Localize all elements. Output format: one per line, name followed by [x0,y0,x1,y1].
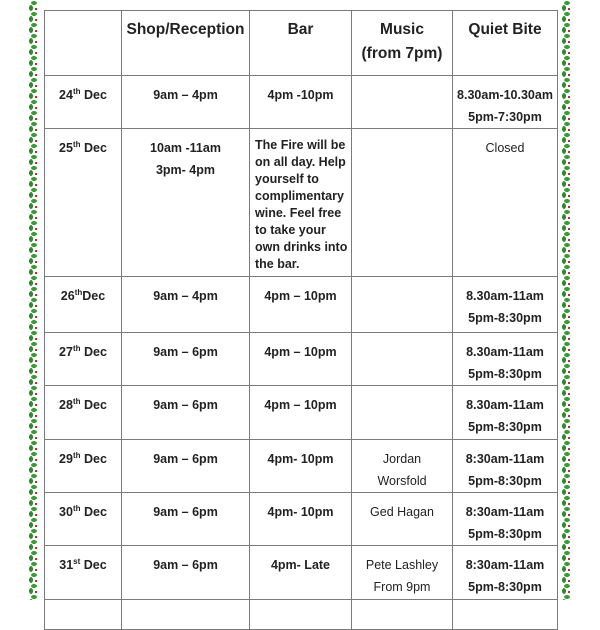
holly-border-right [560,0,574,600]
quiet-bite-line: 5pm-8:30pm [468,311,542,325]
quiet-bite-line: 5pm-8:30pm [468,527,542,541]
empty-cell [250,600,352,630]
date-suffix: th [72,139,81,149]
table-row [45,493,558,546]
header-row [45,11,558,76]
quiet-bite-cell [453,493,558,546]
date-month: Dec [84,505,107,519]
date-month: Dec [83,558,107,572]
table-row-cut-off [45,600,558,630]
shop-hours-line: 9am – 6pm [153,558,218,572]
opening-hours-sheet [44,10,557,600]
header-music-title: Music [380,21,424,38]
quiet-bite-line: 8.30am-11am [466,289,544,303]
date-day: 28 [59,398,73,412]
bar-hours-line: 4pm – 10pm [264,398,337,412]
table-row [45,333,558,386]
quiet-bite-line: 8:30am-11am [465,558,545,572]
empty-cell [352,600,453,630]
shop-hours-line: 9am – 4pm [153,289,218,303]
header-music [352,11,453,76]
date-cell [45,546,122,600]
bar-hours-cell [250,440,352,493]
shop-hours-line: 9am – 6pm [153,452,218,466]
shop-hours-line: 9am – 6pm [153,398,218,412]
shop-hours-cell [122,493,250,546]
music-line: Worsfold [377,474,427,488]
header-date [45,11,122,76]
date-day: 30 [59,505,73,519]
quiet-bite-cell [453,277,558,333]
empty-cell [45,600,122,630]
bar-hours-line: The Fire will be on all day. Help yourself to complimentary wine. Feel free to take your own drinks into the bar. [255,138,348,271]
quiet-bite-cell [453,546,558,600]
quiet-bite-line: 5pm-8:30pm [468,474,542,488]
header-shop-reception: Shop/Reception [122,11,250,76]
music-line: Jordan [382,452,422,466]
date-cell [45,76,122,129]
shop-hours-cell [122,386,250,440]
quiet-bite-cell [453,386,558,440]
date-day: 25 [59,141,73,155]
date-suffix: th [72,396,81,406]
music-cell [352,277,453,333]
bar-hours-cell [250,129,352,277]
shop-hours-line: 9am – 6pm [153,505,218,519]
bar-hours-line: 4pm- 10pm [267,452,334,466]
date-month: Dec [84,398,107,412]
shop-hours-line: 10am -11am [150,141,221,155]
bar-hours-cell [250,76,352,129]
table-row [45,546,558,600]
quiet-bite-line: 5pm-7:30pm [468,110,542,124]
shop-hours-line: 3pm- 4pm [155,163,216,177]
bar-hours-line: 4pm- 10pm [267,505,334,519]
music-cell [352,440,453,493]
shop-hours-cell [122,440,250,493]
date-suffix: th [72,503,81,513]
date-day: 31 [59,558,74,572]
music-cell [352,129,453,277]
music-line: From 9pm [373,580,431,594]
opening-hours-table [44,10,558,630]
table-row [45,440,558,493]
date-day: 27 [59,345,73,359]
quiet-bite-cell [453,440,558,493]
quiet-bite-line: 8:30am-11am [465,452,545,466]
music-line: Ged Hagan [370,505,434,519]
music-cell [352,386,453,440]
date-cell [45,386,122,440]
date-day: 24 [59,88,73,102]
date-month: Dec [84,345,107,359]
shop-hours-line: 9am – 4pm [153,88,218,102]
table-row [45,277,558,333]
date-cell [45,440,122,493]
music-cell [352,546,453,600]
bar-hours-cell [250,333,352,386]
date-cell [45,129,122,277]
music-cell [352,333,453,386]
header-bar: Bar [250,11,352,76]
quiet-bite-line: 8.30am-11am [466,398,544,412]
music-line: Pete Lashley [365,558,439,572]
holly-border-left [27,0,41,600]
quiet-bite-line: 5pm-8:30pm [468,420,542,434]
date-suffix: st [73,556,81,566]
quiet-bite-cell [453,76,558,129]
quiet-bite-line: 5pm-8:30pm [468,367,542,381]
date-day: 26 [60,289,75,303]
bar-hours-line: 4pm – 10pm [264,345,337,359]
date-day: 29 [59,452,73,466]
date-month: Dec [84,452,107,466]
quiet-bite-line: 8.30am-10.30am [457,88,553,102]
table-row [45,386,558,440]
table-row [45,129,558,277]
quiet-bite-line: 5pm-8:30pm [468,580,542,594]
quiet-bite-cell [453,333,558,386]
date-month: Dec [84,88,107,102]
date-cell [45,333,122,386]
date-suffix: th [74,287,83,297]
date-month: Dec [82,289,106,303]
empty-cell [122,600,250,630]
quiet-bite-line: Closed [485,141,525,155]
bar-hours-line: 4pm – 10pm [264,289,337,303]
quiet-bite-line: 8:30am-11am [465,505,545,519]
bar-hours-line: 4pm- Late [270,558,331,572]
date-suffix: th [72,86,81,96]
header-music-time: (from 7pm) [361,45,443,62]
shop-hours-cell [122,129,250,277]
bar-hours-cell [250,493,352,546]
shop-hours-cell [122,76,250,129]
date-month: Dec [84,141,107,155]
table-row [45,76,558,129]
quiet-bite-cell [453,129,558,277]
bar-hours-cell [250,277,352,333]
shop-hours-line: 9am – 6pm [153,345,218,359]
quiet-bite-line: 8.30am-11am [466,345,544,359]
shop-hours-cell [122,277,250,333]
bar-hours-cell [250,546,352,600]
shop-hours-cell [122,333,250,386]
header-quiet-bite: Quiet Bite [453,11,558,76]
bar-hours-cell [250,386,352,440]
date-suffix: th [72,343,81,353]
music-cell [352,76,453,129]
date-cell [45,493,122,546]
date-suffix: th [72,450,81,460]
bar-hours-line: 4pm -10pm [267,88,334,102]
empty-cell [453,600,558,630]
date-cell [45,277,122,333]
shop-hours-cell [122,546,250,600]
music-cell [352,493,453,546]
